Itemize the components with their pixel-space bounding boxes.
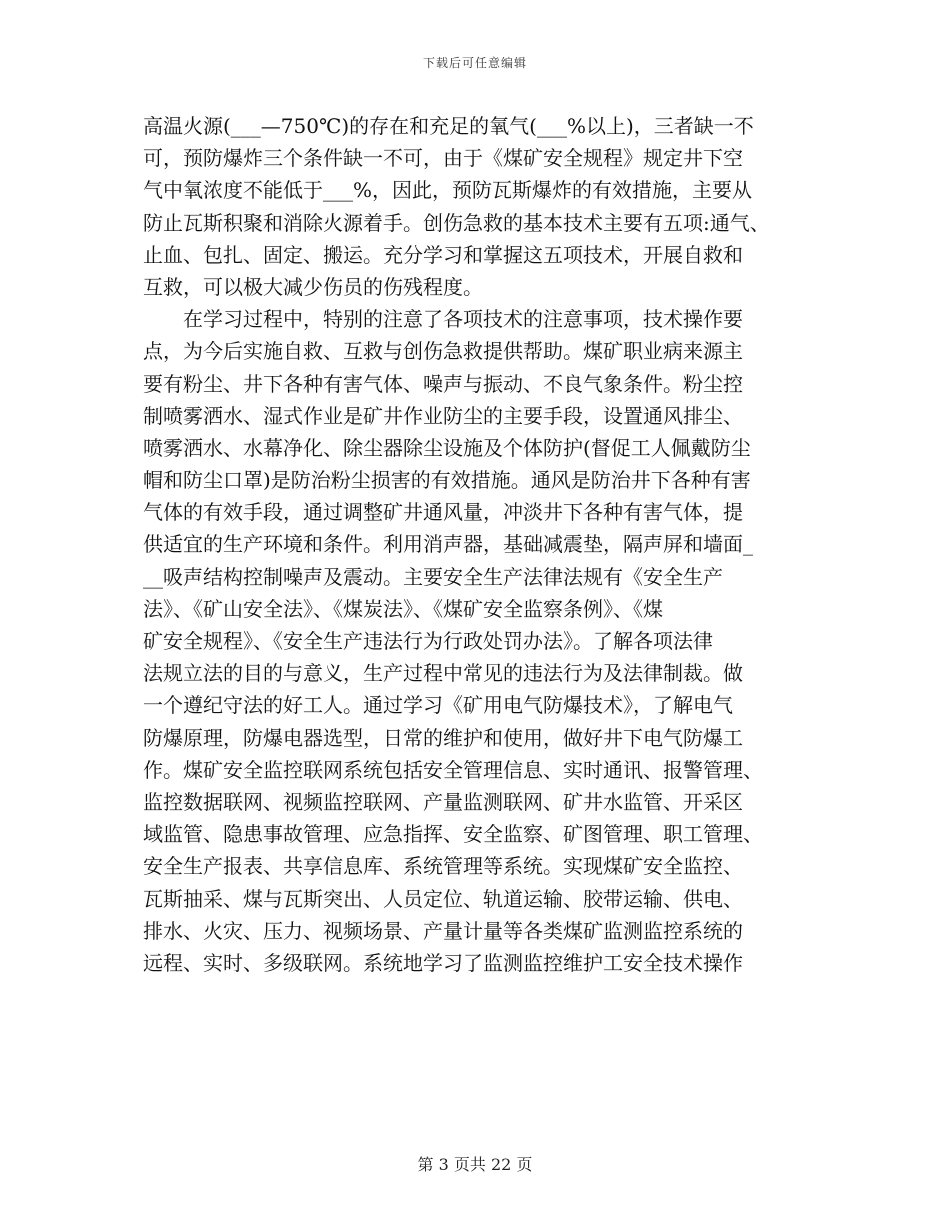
page-header: 下载后可任意编辑: [422, 56, 527, 70]
text-line: 气体的有效手段，通过调整矿井通风量，冲淡井下各种有害气体，提: [143, 500, 743, 525]
text-line: 高温火源(___—750℃)的存在和充足的氧气(___%以上)，三者缺一不: [143, 114, 754, 138]
text-line: 喷雾洒水、水幕净化、除尘器除尘设施及个体防护(督促工人佩戴防尘: [143, 435, 751, 460]
text-line: 止血、包扎、固定、搬运。充分学习和掌握这五项技术，开展自救和: [143, 242, 743, 267]
text-line: 气中氧浓度不能低于___%，因此，预防瓦斯爆炸的有效措施，主要从: [143, 178, 753, 203]
text-line: 在学习过程中，特别的注意了各项技术的注意事项，技术操作要: [143, 307, 743, 332]
text-line: 要有粉尘、井下各种有害气体、噪声与振动、不良气象条件。粉尘控: [143, 371, 743, 396]
document-body: [143, 110, 808, 979]
page-footer: 第 3 页共 22 页: [417, 1155, 533, 1174]
text-line: 法》、《矿山安全法》、《煤炭法》、《煤矿安全监察条例》、《煤: [143, 596, 663, 621]
text-line: 互救，可以极大减少伤员的伤残程度。: [143, 274, 483, 299]
text-line: 防止瓦斯积聚和消除火源着手。创伤急救的基本技术主要有五项:通气、: [143, 210, 770, 235]
text-line: 远程、实时、多级联网。系统地学习了监测监控维护工安全技术操作: [143, 950, 743, 975]
text-line: 监控数据联网、视频监控联网、产量监测联网、矿井水监管、开采区: [143, 789, 743, 814]
text-line: 可，预防爆炸三个条件缺一不可，由于《煤矿安全规程》规定井下空: [143, 146, 743, 171]
text-line: 安全生产报表、共享信息库、系统管理等系统。实现煤矿安全监控、: [143, 854, 743, 879]
text-line: 作。煤矿安全监控联网系统包括安全管理信息、实时通讯、报警管理、: [143, 757, 763, 782]
text-line: 供适宜的生产环境和条件。利用消声器，基础减震垫，隔声屏和墙面_: [143, 532, 753, 557]
text-line: 法规立法的目的与意义，生产过程中常见的违法行为及法律制裁。做: [143, 661, 743, 686]
text-line: __吸声结构控制噪声及震动。主要安全生产法律法规有《安全生产: [143, 564, 723, 589]
text-line: 制喷雾洒水、湿式作业是矿井作业防尘的主要手段，设置通风排尘、: [143, 403, 743, 428]
text-line: 帽和防尘口罩)是防治粉尘损害的有效措施。通风是防治井下各种有害: [143, 468, 751, 493]
text-line: 瓦斯抽采、煤与瓦斯突出、人员定位、轨道运输、胶带运输、供电、: [143, 886, 743, 911]
text-line: 排水、火灾、压力、视频场景、产量计量等各类煤矿监测监控系统的: [143, 918, 743, 943]
text-line: 防爆原理，防爆电器选型，日常的维护和使用，做好井下电气防爆工: [143, 725, 743, 750]
text-line: 点，为今后实施自救、互救与创伤急救提供帮助。煤矿职业病来源主: [143, 339, 743, 364]
text-line: 域监管、隐患事故管理、应急指挥、安全监察、矿图管理、职工管理、: [143, 822, 763, 847]
text-line: 矿安全规程》、《安全生产违法行为行政处罚办法》。了解各项法律: [143, 629, 713, 653]
text-line: 一个遵纪守法的好工人。通过学习《矿用电气防爆技术》，了解电气: [143, 693, 733, 718]
